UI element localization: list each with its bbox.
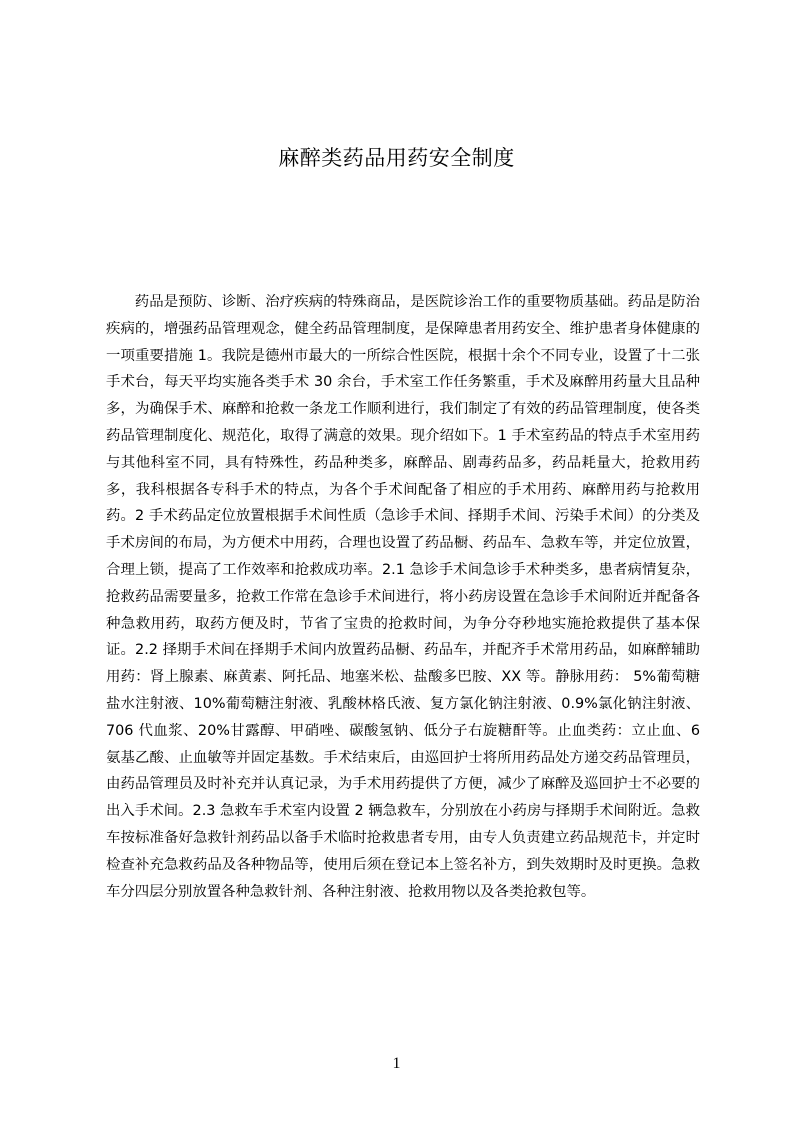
document-title: 麻醉类药品用药安全制度 <box>278 146 515 170</box>
page-number: 1 <box>392 1055 401 1072</box>
body-paragraph: 药品是预防、诊断、治疗疾病的特殊商品，是医院诊治工作的重要物质基础。药品是防治疾病的，增强药品管理观念，健全药品管理制度，是保障患者用药安全、维护患者身体健康的一项重要措施 1。我院是德州市最大的一所综合性医院，根据十余个不同专业，设置了十二张手术台，每天平均实施各类手术 30 余台，手术室工作任务繁重，手术及麻醉用药量大且品种多，为确保手术、麻醉和抢救一条龙工作顺利进行，我们制定了有效的药品管理制度，使各类药品管理制度化、规范化，取得了满意的效果。现介绍如下。1 手术室药品的特点手术室用药与其他科室不同，具有特殊性，药品种类多，麻醉品、剧毒药品多，药品耗量大，抢救用药多，我科根据各专科手术的特点，为各个手术间配备了相应的手术用药、麻醉用药与抢救用药。2 手术药品定位放置根据手术间性质（急诊手术间、择期手术间、污染手术间）的分类及手术房间的布局，为方便术中用药，合理也设置了药品橱、药品车、急救车等，并定位放置，合理上锁，提高了工作效率和抢救成功率。2.1 急诊手术间急诊手术种类多，患者病情复杂，抢救药品需要量多，抢救工作常在急诊手术间进行，将小药房设置在急诊手术间附近并配备各种急救用药，取药方便及时，节省了宝贵的抢救时间，为争分夺秒地实施抢救提供了基本保证。2.2 择期手术间在择期手术间内放置药品橱、药品车，并配齐手术常用药品，如麻醉辅助用药：肾上腺素、麻黄素、阿托品、地塞米松、盐酸多巴胺、XX 等。静脉用药： 5%葡萄糖盐水注射液、10%葡萄糖注射液、乳酸林格氏液、复方氯化钠注射液、0.9%氯化钠注射液、706 代血浆、20%甘露醇、甲硝唑、碳酸氢钠、低分子右旋糖酐等。止血类药：立止血、6 氨基乙酸、止血敏等并固定基数。手术结束后，由巡回护士将所用药品处方递交药品管理员，由药品管理员及时补充并认真记录，为手术用药提供了方便，减少了麻醉及巡回护士不必要的出入手术间。2.3 急救车手术室内设置 2 辆急救车，分别放在小药房与择期手术间附近。急救车按标准备好急救针剂药品以备手术临时抢救患者专用，由专人负责建立药品规范卡，并定时检查补充急救药品及各种物品等，使用后须在登记本上签名补方，到失效期时及时更换。急救车分四层分别放置各种急救针剂、各种注射液、抢救用物以及各类抢救包等。 <box>106 294 700 900</box>
